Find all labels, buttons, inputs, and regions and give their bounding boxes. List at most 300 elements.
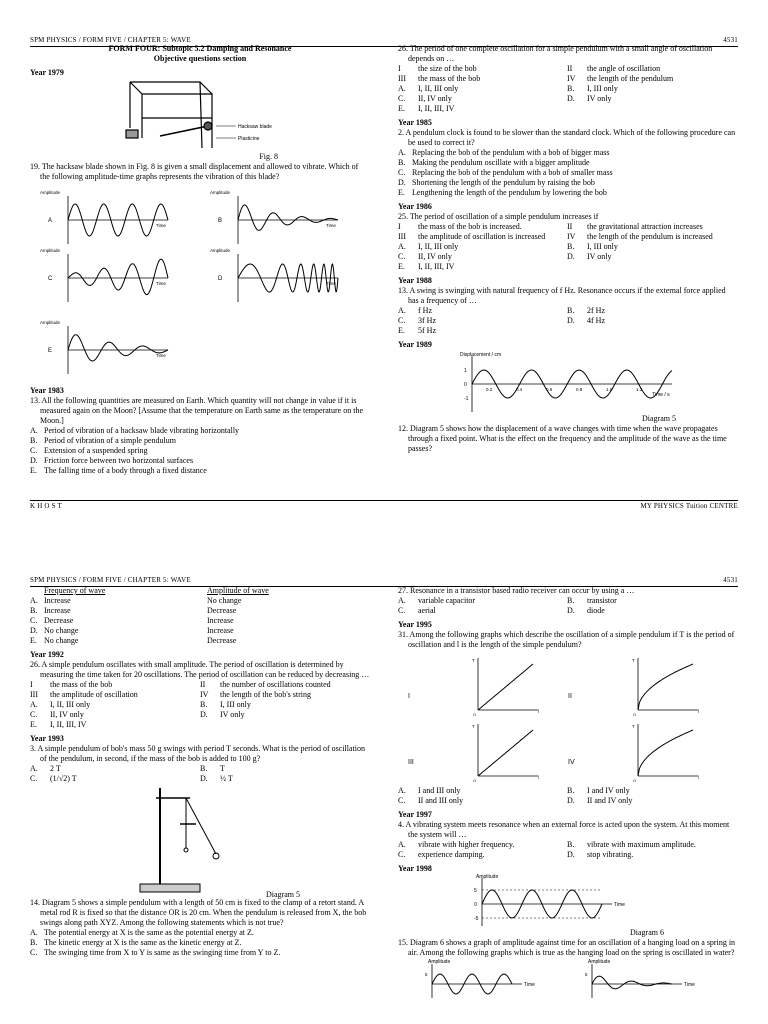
statement xyxy=(200,690,370,700)
statement xyxy=(567,74,736,84)
table-cell: No change xyxy=(207,596,242,605)
option[interactable] xyxy=(200,774,370,784)
q2-options xyxy=(398,148,736,198)
option-key: B. xyxy=(30,436,38,445)
y-axis-label: Amplitude xyxy=(428,959,451,965)
waveform xyxy=(592,976,672,989)
option-text: II and IV only xyxy=(587,796,633,805)
option[interactable] xyxy=(398,596,567,606)
x-tick-label: 0.8 xyxy=(576,387,583,392)
statement-row xyxy=(30,680,370,690)
option-key: C. xyxy=(398,168,406,177)
statement xyxy=(567,232,736,242)
option-key: A. xyxy=(398,306,406,315)
option[interactable] xyxy=(30,928,370,938)
axis-label-T: T xyxy=(632,658,635,663)
y-tick-label: -1 xyxy=(464,396,469,402)
table-cell: A. xyxy=(30,596,38,605)
fig8-svg xyxy=(30,78,370,156)
option[interactable] xyxy=(30,436,370,446)
option[interactable] xyxy=(398,242,567,252)
option-text: The swinging time from X to Y is same as the swinging time from Y to Z. xyxy=(44,948,281,957)
question-13-swing: 13. A swing is swinging with natural frequency of f Hz. Resonance occurs if the external force applied has a frequency of … xyxy=(398,286,726,305)
option[interactable] xyxy=(398,326,567,336)
option[interactable] xyxy=(398,252,567,262)
option-text: variable capacitor xyxy=(418,596,476,605)
axis-label-amplitude: Amplitude xyxy=(40,190,61,195)
left-column xyxy=(30,44,370,476)
option[interactable] xyxy=(398,94,567,104)
option-text: II, IV only xyxy=(418,252,452,261)
option[interactable] xyxy=(30,446,370,456)
statement-row xyxy=(398,232,736,242)
option[interactable] xyxy=(30,938,370,948)
option[interactable] xyxy=(567,306,736,316)
option-text: f Hz xyxy=(418,306,432,315)
graph-IV xyxy=(568,724,699,783)
graph-I xyxy=(408,658,539,717)
option-text: Period of vibration of a hacksaw blade vibrating horizontally xyxy=(44,426,240,435)
x-axis-label: Time xyxy=(524,982,535,988)
table-header xyxy=(30,586,370,596)
option-key: E. xyxy=(398,104,405,113)
q26-options xyxy=(398,84,736,114)
statement-text: the mass of the bob xyxy=(50,680,113,689)
option[interactable] xyxy=(200,720,370,730)
option[interactable] xyxy=(398,316,567,326)
q26-statements xyxy=(398,64,736,84)
option[interactable] xyxy=(398,104,567,114)
option-key: D. xyxy=(398,178,406,187)
x-axis-label: Time xyxy=(614,902,625,908)
option[interactable] xyxy=(567,850,736,860)
axis-label-time: Time xyxy=(156,281,166,286)
option-key xyxy=(567,104,587,114)
footer-left: K H O S T xyxy=(30,502,63,510)
q19-graphs xyxy=(30,182,370,382)
question-12: 12. Diagram 5 shows how the displacement of a wave changes with time when the wave propagates through a fixed point. What is the effect on the frequency and the amplitude of the wave as the time passes? xyxy=(398,424,727,453)
axis-label-amplitude: Amplitude xyxy=(40,248,61,253)
graph-letter: C xyxy=(48,276,53,282)
footer-right: MY PHYSICS Tuition CENTRE xyxy=(640,502,738,510)
x-axis-label: Time / s xyxy=(652,392,670,398)
option-row xyxy=(30,720,370,730)
option-key: B. xyxy=(398,158,406,167)
option-key: B. xyxy=(30,938,38,947)
option-key: C. xyxy=(30,710,38,719)
option-text: T xyxy=(220,764,225,773)
x-tick-label: 0.2 xyxy=(486,387,493,392)
option[interactable] xyxy=(30,710,200,720)
page-subtitle: Objective questions section xyxy=(153,54,247,63)
curve xyxy=(638,664,693,710)
q31-options xyxy=(398,786,736,806)
waveform xyxy=(68,259,168,295)
diagram-6-svg xyxy=(398,874,736,928)
statement-text: the number of oscillations counted xyxy=(220,680,331,689)
option[interactable] xyxy=(567,242,736,252)
option-text: I, II, III, IV xyxy=(418,262,455,271)
option-text: Replacing the bob of the pendulum with a bob of smaller mass xyxy=(412,168,613,177)
option-key: D. xyxy=(200,774,208,783)
option[interactable] xyxy=(567,104,736,114)
statement-key: II xyxy=(200,680,206,689)
option-key: B. xyxy=(567,596,575,605)
option-text: IV only xyxy=(587,252,612,261)
header-right: 4531 xyxy=(723,36,738,44)
option-row xyxy=(398,606,736,616)
table-row[interactable] xyxy=(30,636,370,646)
option[interactable] xyxy=(567,786,736,796)
statement-text: the amplitude of oscillation is increased xyxy=(418,232,546,241)
diagram-5-svg xyxy=(398,350,736,414)
option-text: I and III only xyxy=(418,786,461,795)
option-key: C. xyxy=(398,606,406,615)
option-key xyxy=(567,262,587,272)
axis-label-time: Time xyxy=(156,353,166,358)
y-tick-label: 5 xyxy=(585,972,588,977)
diagram-5-retort-stand xyxy=(30,784,370,899)
q31-graphs-svg xyxy=(398,650,736,786)
option-key: D. xyxy=(567,252,575,261)
option-text: diode xyxy=(587,606,605,615)
option[interactable] xyxy=(398,606,567,616)
diagram-5b-caption: Diagram 5 xyxy=(266,890,300,899)
question-19: 19. The hacksaw blade shown in Fig. 8 is given a small displacement and allowed to vibrate. Which of the following amplitude-time graphs represents the vibration of this blade? xyxy=(30,162,359,181)
axis-label-amplitude: Amplitude xyxy=(210,190,231,195)
table-cell: Increase xyxy=(207,626,234,635)
statement-key: I xyxy=(398,222,401,231)
table-cell: No change xyxy=(44,626,79,635)
right-column xyxy=(398,44,736,454)
option-row xyxy=(398,94,736,104)
statement-key: I xyxy=(30,680,33,689)
table-row[interactable] xyxy=(30,616,370,626)
right-column-2 xyxy=(398,586,736,998)
header-right: 4531 xyxy=(723,576,738,584)
statement-key: IV xyxy=(567,74,576,83)
option-text: Friction force between two horizontal surfaces xyxy=(44,456,194,465)
option-key: B. xyxy=(200,700,208,709)
option-text: I, III only xyxy=(587,242,618,251)
option-row xyxy=(30,700,370,710)
statement-text: the length of the pendulum xyxy=(587,74,674,83)
q25-options xyxy=(398,242,736,272)
option-key: E. xyxy=(398,188,405,197)
option-row xyxy=(398,796,736,806)
option-key: B. xyxy=(567,84,575,93)
statement xyxy=(30,680,200,690)
graph-roman-label: I xyxy=(408,693,410,700)
option[interactable] xyxy=(398,306,567,316)
option[interactable] xyxy=(30,764,200,774)
page-title: FORM FOUR: Subtopic 5.2 Damping and Resonance xyxy=(108,44,292,53)
graph-III xyxy=(408,724,539,783)
option[interactable] xyxy=(398,796,567,806)
option[interactable] xyxy=(30,720,200,730)
question-26-pendulum: 26. A simple pendulum oscillates with small amplitude. The period of oscillation is determined by measuring the time taken for 20 oscillations. The period of oscillation can be reduced by decreasing … xyxy=(30,660,370,679)
y-axis-label: Displacement / cm xyxy=(460,352,502,358)
q4-options xyxy=(398,840,736,860)
option[interactable] xyxy=(200,700,370,710)
option-key: A. xyxy=(30,426,38,435)
option-row xyxy=(398,786,736,796)
option[interactable] xyxy=(567,316,736,326)
option-key: D. xyxy=(567,850,575,859)
option[interactable] xyxy=(398,262,567,272)
option-text: The kinetic energy at X is the same as the kinetic energy at Z. xyxy=(44,938,242,947)
option[interactable] xyxy=(398,168,736,178)
table-row[interactable] xyxy=(30,626,370,636)
q15-graphs xyxy=(398,958,736,998)
table-row[interactable] xyxy=(30,596,370,606)
option-text: Extension of a suspended spring xyxy=(44,446,148,455)
option-row xyxy=(398,84,736,94)
origin-label: O xyxy=(633,712,637,717)
question-2: 2. A pendulum clock is found to be slower than the standard clock. Which of the following procedure can be used to correct it? xyxy=(398,128,736,147)
q26b-statements xyxy=(30,680,370,700)
x-tick-label: 1.2 xyxy=(636,387,643,392)
option[interactable] xyxy=(567,326,736,336)
statement xyxy=(398,232,567,242)
option-key: B. xyxy=(200,764,208,773)
statement xyxy=(30,690,200,700)
statement-text: the gravitational attraction increases xyxy=(587,222,703,231)
curve xyxy=(478,664,533,710)
retort-stand-svg xyxy=(30,784,370,896)
axis-label-l: l xyxy=(698,775,699,780)
option-key xyxy=(200,720,220,730)
table-cell: Amplitude of wave xyxy=(207,586,269,595)
option[interactable] xyxy=(398,850,567,860)
option[interactable] xyxy=(30,948,370,958)
option-key: D. xyxy=(567,316,575,325)
table-cell: Decrease xyxy=(207,606,237,615)
q31-graphs xyxy=(398,650,736,786)
graph-A xyxy=(40,190,168,244)
option-row xyxy=(398,252,736,262)
option[interactable] xyxy=(567,596,736,606)
option-text: I, II, III only xyxy=(418,242,459,251)
year-heading: Year 1983 xyxy=(30,386,64,395)
table-cell: Decrease xyxy=(44,616,74,625)
option-row xyxy=(30,710,370,720)
option[interactable] xyxy=(30,466,370,476)
option-key: A. xyxy=(30,764,38,773)
option-text: The falling time of a body through a fixed distance xyxy=(44,466,207,475)
x-axis-label: Time xyxy=(684,982,695,988)
option-key: A. xyxy=(30,700,38,709)
option[interactable] xyxy=(398,158,736,168)
origin-label: O xyxy=(473,778,477,783)
fig8-blade-label: Hacksaw blade xyxy=(238,124,272,130)
option[interactable] xyxy=(200,710,370,720)
q25-statements xyxy=(398,222,736,242)
question-26: 26. The period of one complete oscillation for a simple pendulum with a small angle of oscillation depends on … xyxy=(398,44,713,63)
axis-label-time: Time xyxy=(156,223,166,228)
option-text: I, II, III only xyxy=(50,700,91,709)
q27-options xyxy=(398,596,736,616)
option[interactable] xyxy=(398,178,736,188)
option[interactable] xyxy=(30,700,200,710)
option[interactable] xyxy=(567,94,736,104)
q26b-options xyxy=(30,700,370,730)
statement-key: IV xyxy=(567,232,576,241)
diagram-5-caption: Diagram 5 xyxy=(642,414,676,423)
graph-C xyxy=(40,248,168,302)
y-tick-label: 1 xyxy=(464,368,467,374)
option[interactable] xyxy=(398,84,567,94)
option-text: ½ T xyxy=(220,774,233,783)
axis-label-amplitude: Amplitude xyxy=(40,320,61,325)
statement-row xyxy=(398,74,736,84)
option[interactable] xyxy=(567,796,736,806)
option-key xyxy=(567,326,587,336)
option-key: C. xyxy=(398,850,406,859)
table-row[interactable] xyxy=(30,606,370,616)
option-key: D. xyxy=(567,94,575,103)
option-text: The potential energy at X is the same as the potential energy at Z. xyxy=(44,928,254,937)
year-heading: Year 1995 xyxy=(398,620,432,629)
option[interactable] xyxy=(30,456,370,466)
fig8-plasticine-label: Plasticine xyxy=(238,136,260,142)
graph-D xyxy=(210,248,338,302)
year-heading: Year 1992 xyxy=(30,650,64,659)
option[interactable] xyxy=(398,840,567,850)
graph-roman-label: IV xyxy=(568,759,575,766)
option[interactable] xyxy=(30,426,370,436)
option[interactable] xyxy=(567,606,736,616)
statement xyxy=(398,222,567,232)
option-row xyxy=(398,840,736,850)
option-key: E. xyxy=(30,720,37,729)
statement-row xyxy=(398,222,736,232)
option-key: C. xyxy=(30,948,38,957)
y-tick-label: 5 xyxy=(474,888,477,894)
option-text: II, IV only xyxy=(50,710,84,719)
option-text: aerial xyxy=(418,606,436,615)
q3-options xyxy=(30,764,370,784)
origin-label: O xyxy=(473,712,477,717)
q15-graphs-svg xyxy=(398,958,736,998)
statement-key: II xyxy=(567,64,573,73)
option-text: I, III only xyxy=(587,84,618,93)
y-tick-label: 0 xyxy=(474,902,477,908)
option-text: I, II, III, IV xyxy=(418,104,455,113)
option-text: Period of vibration of a simple pendulum xyxy=(44,436,176,445)
option-key: E. xyxy=(398,326,405,335)
option-key: C. xyxy=(30,774,38,783)
waveform xyxy=(238,205,338,230)
option-text: I, II, III, IV xyxy=(50,720,87,729)
diagram-6-amplitude-graph xyxy=(398,874,736,928)
axis-label-T: T xyxy=(472,724,475,729)
question-3: 3. A simple pendulum of bob's mass 50 g swings with period T seconds. What is the period of oscillation of the pendulum, in second, if the mass of the bob is added to 100 g? xyxy=(30,744,365,763)
table-cell: E. xyxy=(30,636,37,645)
statement-text: the length of the bob's string xyxy=(220,690,311,699)
graph-letter: A xyxy=(48,218,53,224)
option[interactable] xyxy=(398,786,567,796)
option[interactable] xyxy=(567,840,736,850)
table-cell: C. xyxy=(30,616,38,625)
option-text: Replacing the bob of the pendulum with a bob of bigger mass xyxy=(412,148,610,157)
option-key: C. xyxy=(398,94,406,103)
option-row xyxy=(398,850,736,860)
option[interactable] xyxy=(567,84,736,94)
option[interactable] xyxy=(30,774,200,784)
option-text: IV only xyxy=(220,710,245,719)
option[interactable] xyxy=(567,252,736,262)
question-27: 27. Resonance in a transistor based radio receiver can occur by using a … xyxy=(398,586,635,595)
option[interactable] xyxy=(398,148,736,158)
option-row xyxy=(398,596,736,606)
graph-letter: B xyxy=(218,218,223,224)
option-row xyxy=(398,262,736,272)
option-text: I, III only xyxy=(220,700,251,709)
option-row xyxy=(30,774,370,784)
year-heading: Year 1989 xyxy=(398,340,432,349)
header-left: SPM PHYSICS / FORM FIVE / CHAPTER 5: WAVE xyxy=(30,576,191,584)
graph-roman-label: III xyxy=(408,759,414,766)
statement-text: the angle of oscillation xyxy=(587,64,661,73)
statement-row xyxy=(398,64,736,74)
option-text: Making the pendulum oscillate with a bigger amplitude xyxy=(412,158,590,167)
table-cell: Decrease xyxy=(207,636,237,645)
option[interactable] xyxy=(398,188,736,198)
option-text: 3f Hz xyxy=(418,316,436,325)
option-text: I, II, III only xyxy=(418,84,459,93)
graph-B xyxy=(210,190,338,244)
q14-options xyxy=(30,928,370,958)
option-row xyxy=(30,764,370,774)
option-key: A. xyxy=(398,596,406,605)
option[interactable] xyxy=(200,764,370,774)
year-heading: Year 1997 xyxy=(398,810,432,819)
option-row xyxy=(398,242,736,252)
question-31: 31. Among the following graphs which describe the oscillation of a simple pendulum if T is the period of oscillation and l is the length of the simple pendulum? xyxy=(398,630,735,649)
option-key: B. xyxy=(567,786,575,795)
option-row xyxy=(398,316,736,326)
option-key: D. xyxy=(567,606,575,615)
q15-graph xyxy=(425,959,535,998)
option-key: E. xyxy=(398,262,405,271)
diagram-6-caption: Diagram 6 xyxy=(630,928,664,937)
year-heading: Year 1993 xyxy=(30,734,64,743)
option-text: vibrate with maximum amplitude. xyxy=(587,840,696,849)
waveform xyxy=(68,335,168,361)
option[interactable] xyxy=(567,262,736,272)
statement xyxy=(398,74,567,84)
question-4: 4. A vibrating system meets resonance when an external force is acted upon the system. At this moment the system will … xyxy=(398,820,730,839)
table-cell: No change xyxy=(44,636,79,645)
graph-E xyxy=(40,320,168,374)
option-text: 5f Hz xyxy=(418,326,436,335)
option-key: A. xyxy=(30,928,38,937)
question-14: 14. Diagram 5 shows a simple pendulum with a length of 50 cm is fixed to the clamp of a retort stand. A metal rod R is fixed so that the distance OR is 20 cm. When the pendulum is released from X, the bob swings along path XYZ. Among the following statements which is not true? xyxy=(30,898,367,927)
statement-key: IV xyxy=(200,690,209,699)
q12-answer-table xyxy=(30,586,370,646)
statement xyxy=(567,64,736,74)
option-key: C. xyxy=(398,252,406,261)
graph-letter: D xyxy=(218,276,223,282)
q13b-options xyxy=(398,306,736,336)
option-row xyxy=(398,306,736,316)
option-key: B. xyxy=(567,840,575,849)
axis-label-time: Time xyxy=(326,223,336,228)
origin-label: O xyxy=(633,778,637,783)
axis-label-l: l xyxy=(698,709,699,714)
axis-label-T: T xyxy=(632,724,635,729)
